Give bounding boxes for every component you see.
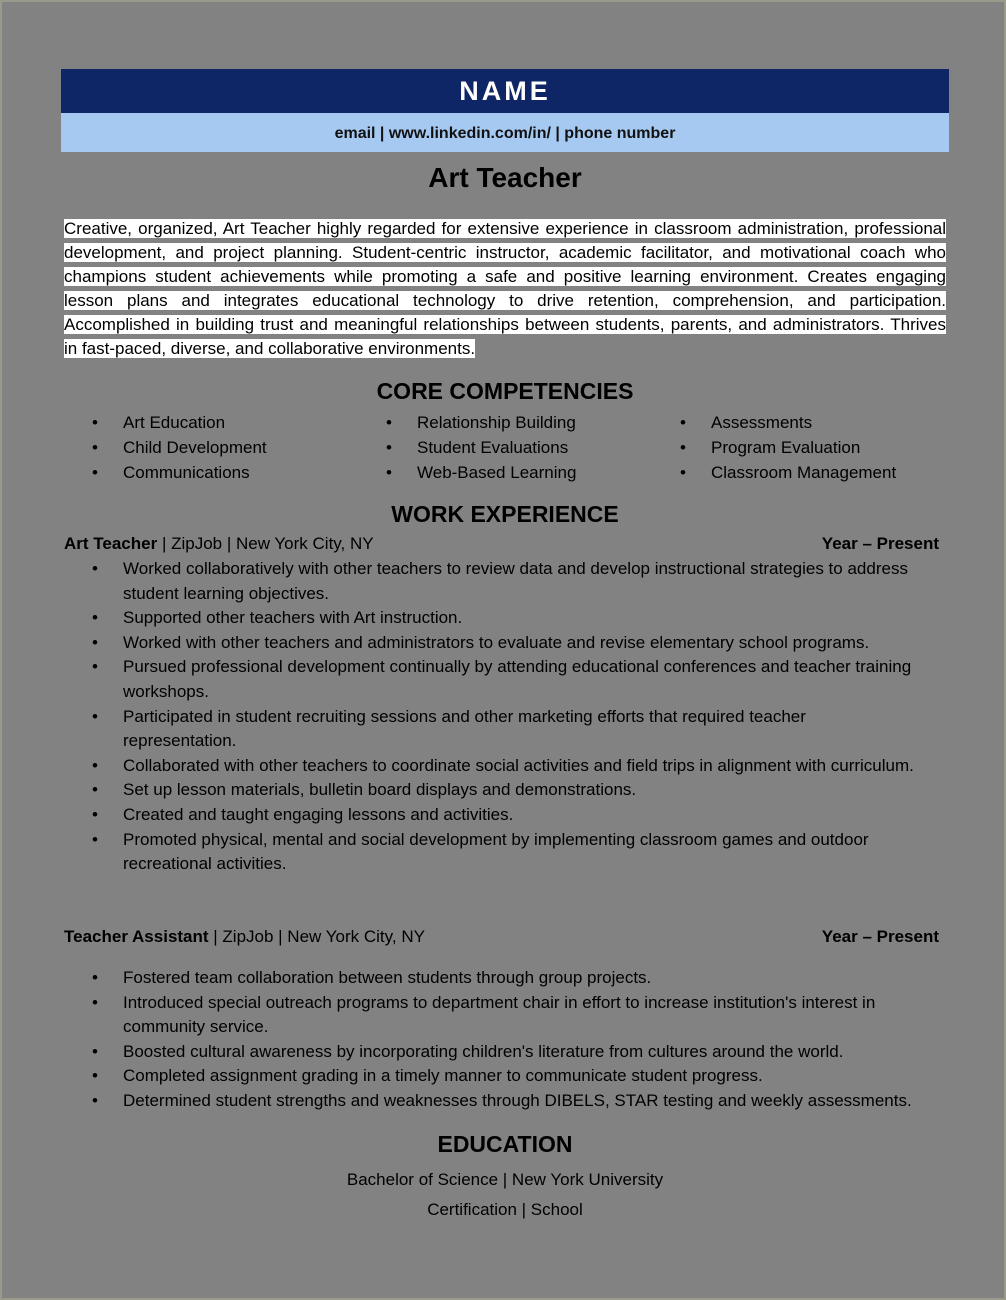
job-2-bullets [64,966,924,1114]
job-header-2 [64,925,939,949]
competency-item: • Relationship Building [358,410,652,435]
job-role: Teacher Assistant [64,927,209,946]
competency-item: • Assessments [652,410,946,435]
list-item: • Boosted cultural awareness by incorporating children's literature from cultures around the world. [64,1040,924,1065]
list-item: • Worked collaboratively with other teachers to review data and develop instructional strategies to address student learning objectives. [64,557,924,606]
job-dates: Year – Present [821,927,939,946]
list-item: • Completed assignment grading in a timely manner to communicate student progress. [64,1064,924,1089]
job-dates: Year – Present [821,534,939,553]
education-line: Certification | School [427,1200,583,1219]
job-details: | ZipJob | New York City, NY [208,927,425,946]
list-item: • Participated in student recruiting sessions and other marketing efforts that required teacher representation. [64,705,924,754]
contact-line: email | www.linkedin.com/in/ | phone number [61,113,949,152]
list-item: • Set up lesson materials, bulletin board displays and demonstrations. [64,778,924,803]
education-line: Bachelor of Science | New York University [346,1170,664,1189]
competency-item: • Communications [64,460,358,485]
list-item: • Promoted physical, mental and social development by implementing classroom games and outdoor recreational activities. [64,828,924,877]
job-header-1 [64,532,939,556]
name-header: NAME [61,69,949,113]
job-title: Art Teacher [428,162,582,193]
list-item: • Supported other teachers with Art instruction. [64,606,924,631]
summary-paragraph [64,217,946,361]
list-item: • Pursued professional development continually by attending educational conferences and teacher training workshops. [64,655,924,704]
competencies-heading: CORE COMPETENCIES [376,378,634,404]
competency-item: • Art Education [64,410,358,435]
competency-item: • Student Evaluations [358,435,652,460]
experience-heading: WORK EXPERIENCE [391,501,619,527]
list-item: • Worked with other teachers and administrators to evaluate and revise elementary school programs. [64,631,924,656]
list-item: • Collaborated with other teachers to coordinate social activities and field trips in alignment with curriculum. [64,754,924,779]
competency-item: • Web-Based Learning [358,460,652,485]
list-item: • Introduced special outreach programs to department chair in effort to increase institution's interest in community service. [64,991,924,1040]
job-role: Art Teacher [64,534,158,553]
job-1-bullets [64,557,924,877]
competency-item: • Classroom Management [652,460,946,485]
competencies-list [64,410,946,485]
competency-item: • Program Evaluation [652,435,946,460]
list-item: • Created and taught engaging lessons and activities. [64,803,924,828]
education-heading: EDUCATION [437,1131,573,1157]
list-item: • Determined student strengths and weaknesses through DIBELS, STAR testing and weekly assessments. [64,1089,924,1114]
competency-item: • Child Development [64,435,358,460]
summary-text: Creative, organized, Art Teacher highly regarded for extensive experience in classroom administration, professional development, and project planning. Student-centric instructor, academic facilitator, and motivational coach who champions student achievements while promoting a safe and positive learning environment. Creates engaging lesson plans and integrates educational technology to drive retention, comprehension, and participation. Accomplished in building trust and meaningful relationships between students, parents, and administrators. Thrives in fast-paced, diverse, and collaborative environments. [64,219,946,358]
list-item: • Fostered team collaboration between students through group projects. [64,966,924,991]
job-details: | ZipJob | New York City, NY [157,534,374,553]
